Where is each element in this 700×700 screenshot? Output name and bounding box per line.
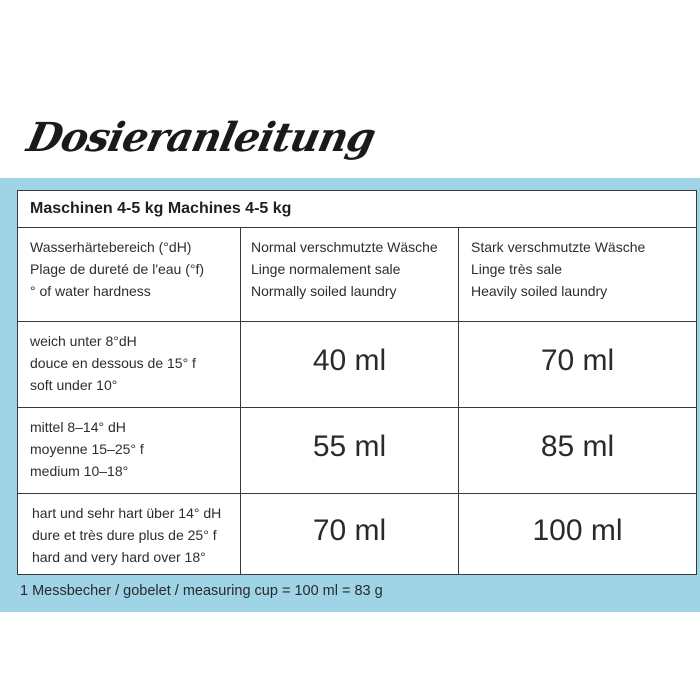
page-title (23, 100, 380, 180)
column-header-hardness (18, 228, 241, 321)
column-header-line: Linge normalement sale (251, 261, 401, 277)
title-text: Dosieranleitung (23, 114, 380, 161)
hardness-line: soft under 10° (30, 377, 118, 393)
column-header-heavy (459, 228, 696, 321)
column-header-line: Heavily soiled laundry (471, 283, 608, 299)
table-header: Maschinen 4-5 kg Machines 4-5 kg (30, 200, 292, 217)
measuring-cup-note: 1 Messbecher / gobelet / measuring cup = 100 ml = 83 g (20, 583, 383, 599)
normal-dose-value: 70 ml (312, 514, 387, 547)
heavy-dose-value: 85 ml (540, 430, 615, 463)
normal-dose-cell (241, 322, 459, 407)
heavy-dose-value: 70 ml (540, 344, 615, 377)
table-row (18, 494, 696, 574)
column-header-line: Stark verschmutzte Wäsche (471, 239, 646, 255)
hardness-line: moyenne 15–25° f (30, 441, 144, 457)
normal-dose-value: 40 ml (312, 344, 387, 377)
hardness-line: medium 10–18° (30, 463, 129, 479)
column-header-row (18, 228, 696, 322)
heavy-dose-cell (459, 494, 696, 574)
hardness-line: mittel 8–14° dH (30, 419, 126, 435)
hardness-cell (18, 494, 241, 574)
column-header-line: Normal verschmutzte Wäsche (251, 239, 438, 255)
column-header-line: Linge très sale (471, 261, 563, 277)
heavy-dose-cell (459, 322, 696, 407)
hardness-cell (18, 322, 241, 407)
heavy-dose-cell (459, 408, 696, 493)
hardness-line: weich unter 8°dH (30, 333, 137, 349)
column-header-line: ° of water hardness (30, 283, 151, 299)
normal-dose-cell (241, 494, 459, 574)
column-header-line: Normally soiled laundry (251, 283, 397, 299)
table-row (18, 322, 696, 408)
hardness-line: douce en dessous de 15° f (30, 355, 196, 371)
normal-dose-cell (241, 408, 459, 493)
hardness-line: hart und sehr hart über 14° dH (32, 505, 222, 521)
column-header-line: Plage de dureté de l'eau (°f) (30, 261, 205, 277)
dosage-table (17, 190, 697, 575)
table-header-row (18, 191, 696, 228)
column-header-normal (241, 228, 459, 321)
hardness-line: dure et très dure plus de 25° f (32, 527, 217, 543)
hardness-cell (18, 408, 241, 493)
heavy-dose-value: 100 ml (532, 514, 623, 547)
hardness-line: hard and very hard over 18° (32, 549, 206, 565)
table-row (18, 408, 696, 494)
normal-dose-value: 55 ml (312, 430, 387, 463)
column-header-line: Wasserhärtebereich (°dH) (30, 239, 192, 255)
